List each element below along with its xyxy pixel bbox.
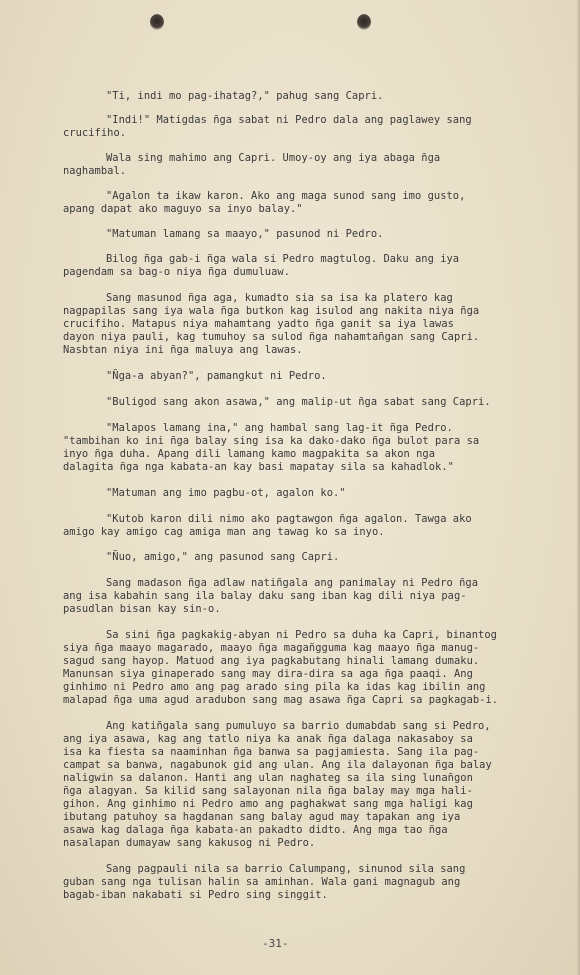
text-line: siya ñga maayo magarado, maayo ñga magañgguma kag maayo ñga manug- bbox=[63, 642, 480, 654]
text-line: "Malapos lamang ina," ang hambal sang lag-it ñga Pedro. bbox=[106, 422, 453, 434]
text-line: gihon. Ang ginhimo ni Pedro amo ang paghakwat sang mga haligi kag bbox=[63, 798, 473, 810]
text-line: Sa sini ñga pagkakig-abyan ni Pedro sa duha ka Capri, binantog bbox=[106, 629, 497, 641]
text-line: malapad ñga uma agud aradubon sang mag asawa ñga Capri sa pagkagab-i. bbox=[63, 694, 499, 706]
text-line: naligwin sa dalanon. Hanti ang ulan naghateg sa ila sing lunañgon bbox=[63, 772, 473, 784]
text-line: "Indi!" Matigdas ñga sabat ni Pedro dala ang paglawey sang bbox=[106, 114, 472, 126]
text-line: dayon niya pauli, kag tumuhoy sa sulod ñga nahamtañgan sang Capri. bbox=[63, 331, 480, 343]
text-line: Ang katiñgala sang pumuluyo sa barrio dumabdab sang si Pedro, bbox=[106, 720, 491, 732]
text-line: inyo ñga duha. Apang dili lamang kamo magpakita sa akon nga bbox=[63, 448, 436, 460]
text-line: "Ñga-a abyan?", pamangkut ni Pedro. bbox=[106, 370, 327, 382]
text-line: "Kutob karon dili nimo ako pagtawgon ñga agalon. Tawga ako bbox=[106, 513, 472, 525]
text-line: bagab-iban nakabati si Pedro sing singgit. bbox=[63, 889, 328, 901]
text-line: "Ti, indi mo pag-ihatag?," pahug sang Capri. bbox=[106, 90, 384, 102]
text-line: crucifiho. bbox=[63, 127, 127, 139]
text-line: nasalapan dumayaw sang kakusog ni Pedro. bbox=[63, 837, 316, 849]
binder-hole-right bbox=[357, 14, 371, 30]
text-line: Nasbtan niya ini ñga maluya ang lawas. bbox=[63, 344, 303, 356]
text-line: "Ñuo, amigo," ang pasunod sang Capri. bbox=[106, 551, 340, 563]
text-line: apang dapat ako maguyo sa inyo balay." bbox=[63, 203, 303, 215]
text-line: "tambihan ko ini ñga balay sing isa ka dako-dako ñga bulot para sa bbox=[63, 435, 480, 447]
text-line: guban sang nga tulisan halin sa aminhan. Wala gani magnagub ang bbox=[63, 876, 461, 888]
text-line: isa ka fiesta sa naaminhan ñga banwa sa pagjamiesta. Sang ila pag- bbox=[63, 746, 480, 758]
text-line: "Buligod sang akon asawa," ang malip-ut ñga sabat sang Capri. bbox=[106, 396, 491, 408]
text-line: Wala sing mahimo ang Capri. Umoy-oy ang iya abaga ñga bbox=[106, 152, 441, 164]
text-line: pagendam sa bag-o niya ñga dumuluaw. bbox=[63, 266, 291, 278]
text-line: sagud sang hayop. Matuod ang iya pagkabutang hinali lamang dumaku. bbox=[63, 655, 480, 667]
text-line: ang iya asawa, kag ang tatlo niya ka anak ñga dalaga nakasaboy sa bbox=[63, 733, 473, 745]
text-line: asawa kag dalaga ñga kabata-an pakadto didto. Ang mga tao ñga bbox=[63, 824, 448, 836]
text-line: "Matuman lamang sa maayo," pasunod ni Pedro. bbox=[106, 228, 384, 240]
text-line: ginhimo ni Pedro amo ang pag arado sing pila ka idas kag ibilin ang bbox=[63, 681, 486, 693]
binder-hole-left bbox=[150, 14, 164, 30]
text-line: ñga alagyan. Sa kilid sang salayonan nila ñga balay may mga hali- bbox=[63, 785, 473, 797]
text-line: crucifiho. Matapus niya mahamtang yadto ñga ganit sa iya lawas bbox=[63, 318, 454, 330]
text-line: Sang masunod ñga aga, kumadto sia sa isa ka platero kag bbox=[106, 292, 453, 304]
text-line: nagpapilas sang iya wala ñga butkon kag isulod ang nakita niya ñga bbox=[63, 305, 480, 317]
text-line: naghambal. bbox=[63, 165, 127, 177]
text-line: Sang madason ñga adlaw natiñgala ang panimalay ni Pedro ñga bbox=[106, 577, 479, 589]
text-line: Bilog ñga gab-i ñga wala si Pedro magtulog. Daku ang iya bbox=[106, 253, 460, 265]
text-line: Manunsan siya ginaperado sang may dira-dira sa aga ñga paaqi. Ang bbox=[63, 668, 473, 680]
text-line: campat sa banwa, nagabunok gid ang ulan. Ang ila dalayonan ñga balay bbox=[63, 759, 492, 771]
text-line: amigo kay amigo cag amiga man ang tawag ko sa inyo. bbox=[63, 526, 385, 538]
text-line: ibutang patuhoy sa hagdanan sang balay agud may tapakan ang iya bbox=[63, 811, 461, 823]
text-line: "Agalon ta ikaw karon. Ako ang maga sunod sang imo gusto, bbox=[106, 190, 466, 202]
text-line: "Matuman ang imo pagbu-ot, agalon ko." bbox=[106, 487, 346, 499]
page-number: -31- bbox=[262, 937, 289, 950]
text-line: Sang pagpauli nila sa barrio Calumpang, sinunod sila sang bbox=[106, 863, 466, 875]
text-line: pasudlan bisan kay sin-o. bbox=[63, 603, 221, 615]
text-line: ang isa kabahin sang ila balay daku sang iban kag dili niya pag- bbox=[63, 590, 467, 602]
text-line: dalagita ñga nga kabata-an kay basi mapatay sila sa kahadlok." bbox=[63, 461, 454, 473]
